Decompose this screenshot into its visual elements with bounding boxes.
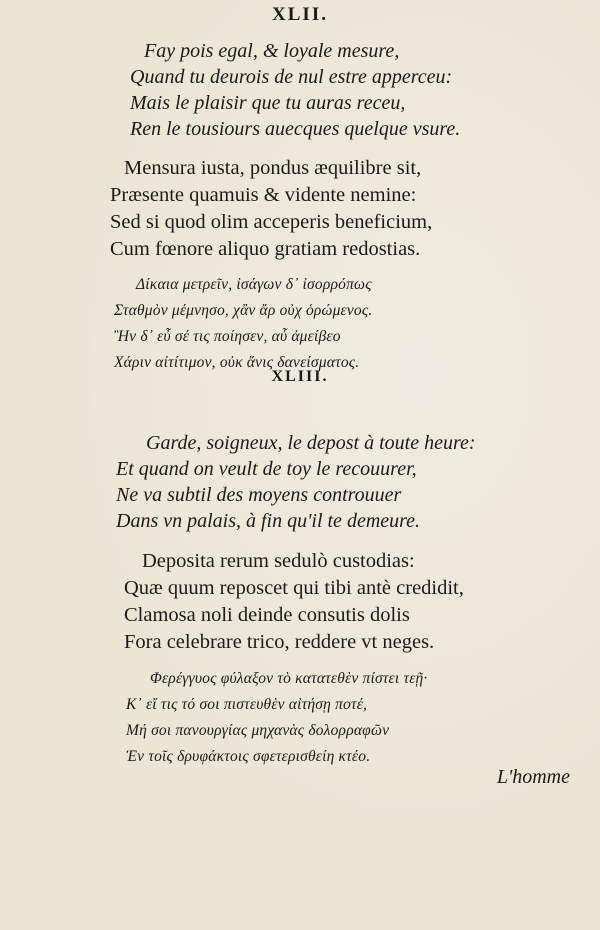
- verse-line: Dans vn palais, à fin qu'il te demeure.: [116, 510, 421, 532]
- verse-line: Ne va subtil des moyens controuuer: [116, 484, 402, 506]
- verse-line: Ren le tousiours auecques quelque vsure.: [130, 118, 461, 140]
- verse-line: Garde, soigneux, le depost à toute heure:: [146, 432, 476, 454]
- verse-line: Χάριν αἰτίτιμον, οὐκ ἄνις δανείσματος.: [114, 354, 360, 371]
- verse-line: Ἐν τοῖς δρυφάκτοις σφετερισθείη κτέο.: [126, 748, 371, 765]
- verse-line: Φερέγγυος φύλαξον τὸ κατατεθὲν πίστει τεῇ·: [150, 670, 428, 687]
- verse-line: Et quand on veult de toy le recouurer,: [116, 458, 417, 480]
- verse-line: Clamosa noli deinde consutis dolis: [124, 604, 410, 626]
- catchword: L'homme: [496, 766, 570, 788]
- section-heading-number: XLIII.: [271, 368, 329, 385]
- page-header-number: XLII.: [272, 4, 328, 25]
- verse-line: Κ᾽ εἴ τις τό σοι πιστευθὲν αἰτήσῃ ποτέ,: [126, 696, 368, 713]
- verse-line: Deposita rerum sedulò custodias:: [142, 550, 415, 572]
- verse-line: Ἢν δ᾽ εὖ σέ τις ποίησεν, αὖ ἀμείβεο: [114, 328, 341, 345]
- verse-line: Δίκαια μετρεῖν, ἰσάγων δ᾽ ἰσορρόπως: [136, 276, 372, 293]
- verse-line: Fora celebrare trico, reddere vt neges.: [124, 631, 435, 653]
- verse-line: Mensura iusta, pondus æquilibre sit,: [124, 157, 422, 179]
- verse-line: Quæ quum reposcet qui tibi antè credidit,: [124, 577, 464, 599]
- verse-line: Mais le plaisir que tu auras receu,: [130, 92, 406, 114]
- verse-line: Σταθμὸν μέμνησο, χἂν ἄρ οὐχ ὁρώμενος.: [114, 302, 373, 319]
- verse-line: Μή σοι πανουργίας μηχανὰς δολορραφῶν: [126, 722, 390, 739]
- verse-line: Fay pois egal, & loyale mesure,: [144, 40, 400, 62]
- verse-line: Sed si quod olim acceperis beneficium,: [110, 211, 433, 233]
- verse-line: Præsente quamuis & vidente nemine:: [110, 184, 417, 206]
- verse-line: Quand tu deurois de nul estre apperceu:: [130, 66, 453, 88]
- verse-line: Cum fœnore aliquo gratiam redostias.: [110, 238, 421, 260]
